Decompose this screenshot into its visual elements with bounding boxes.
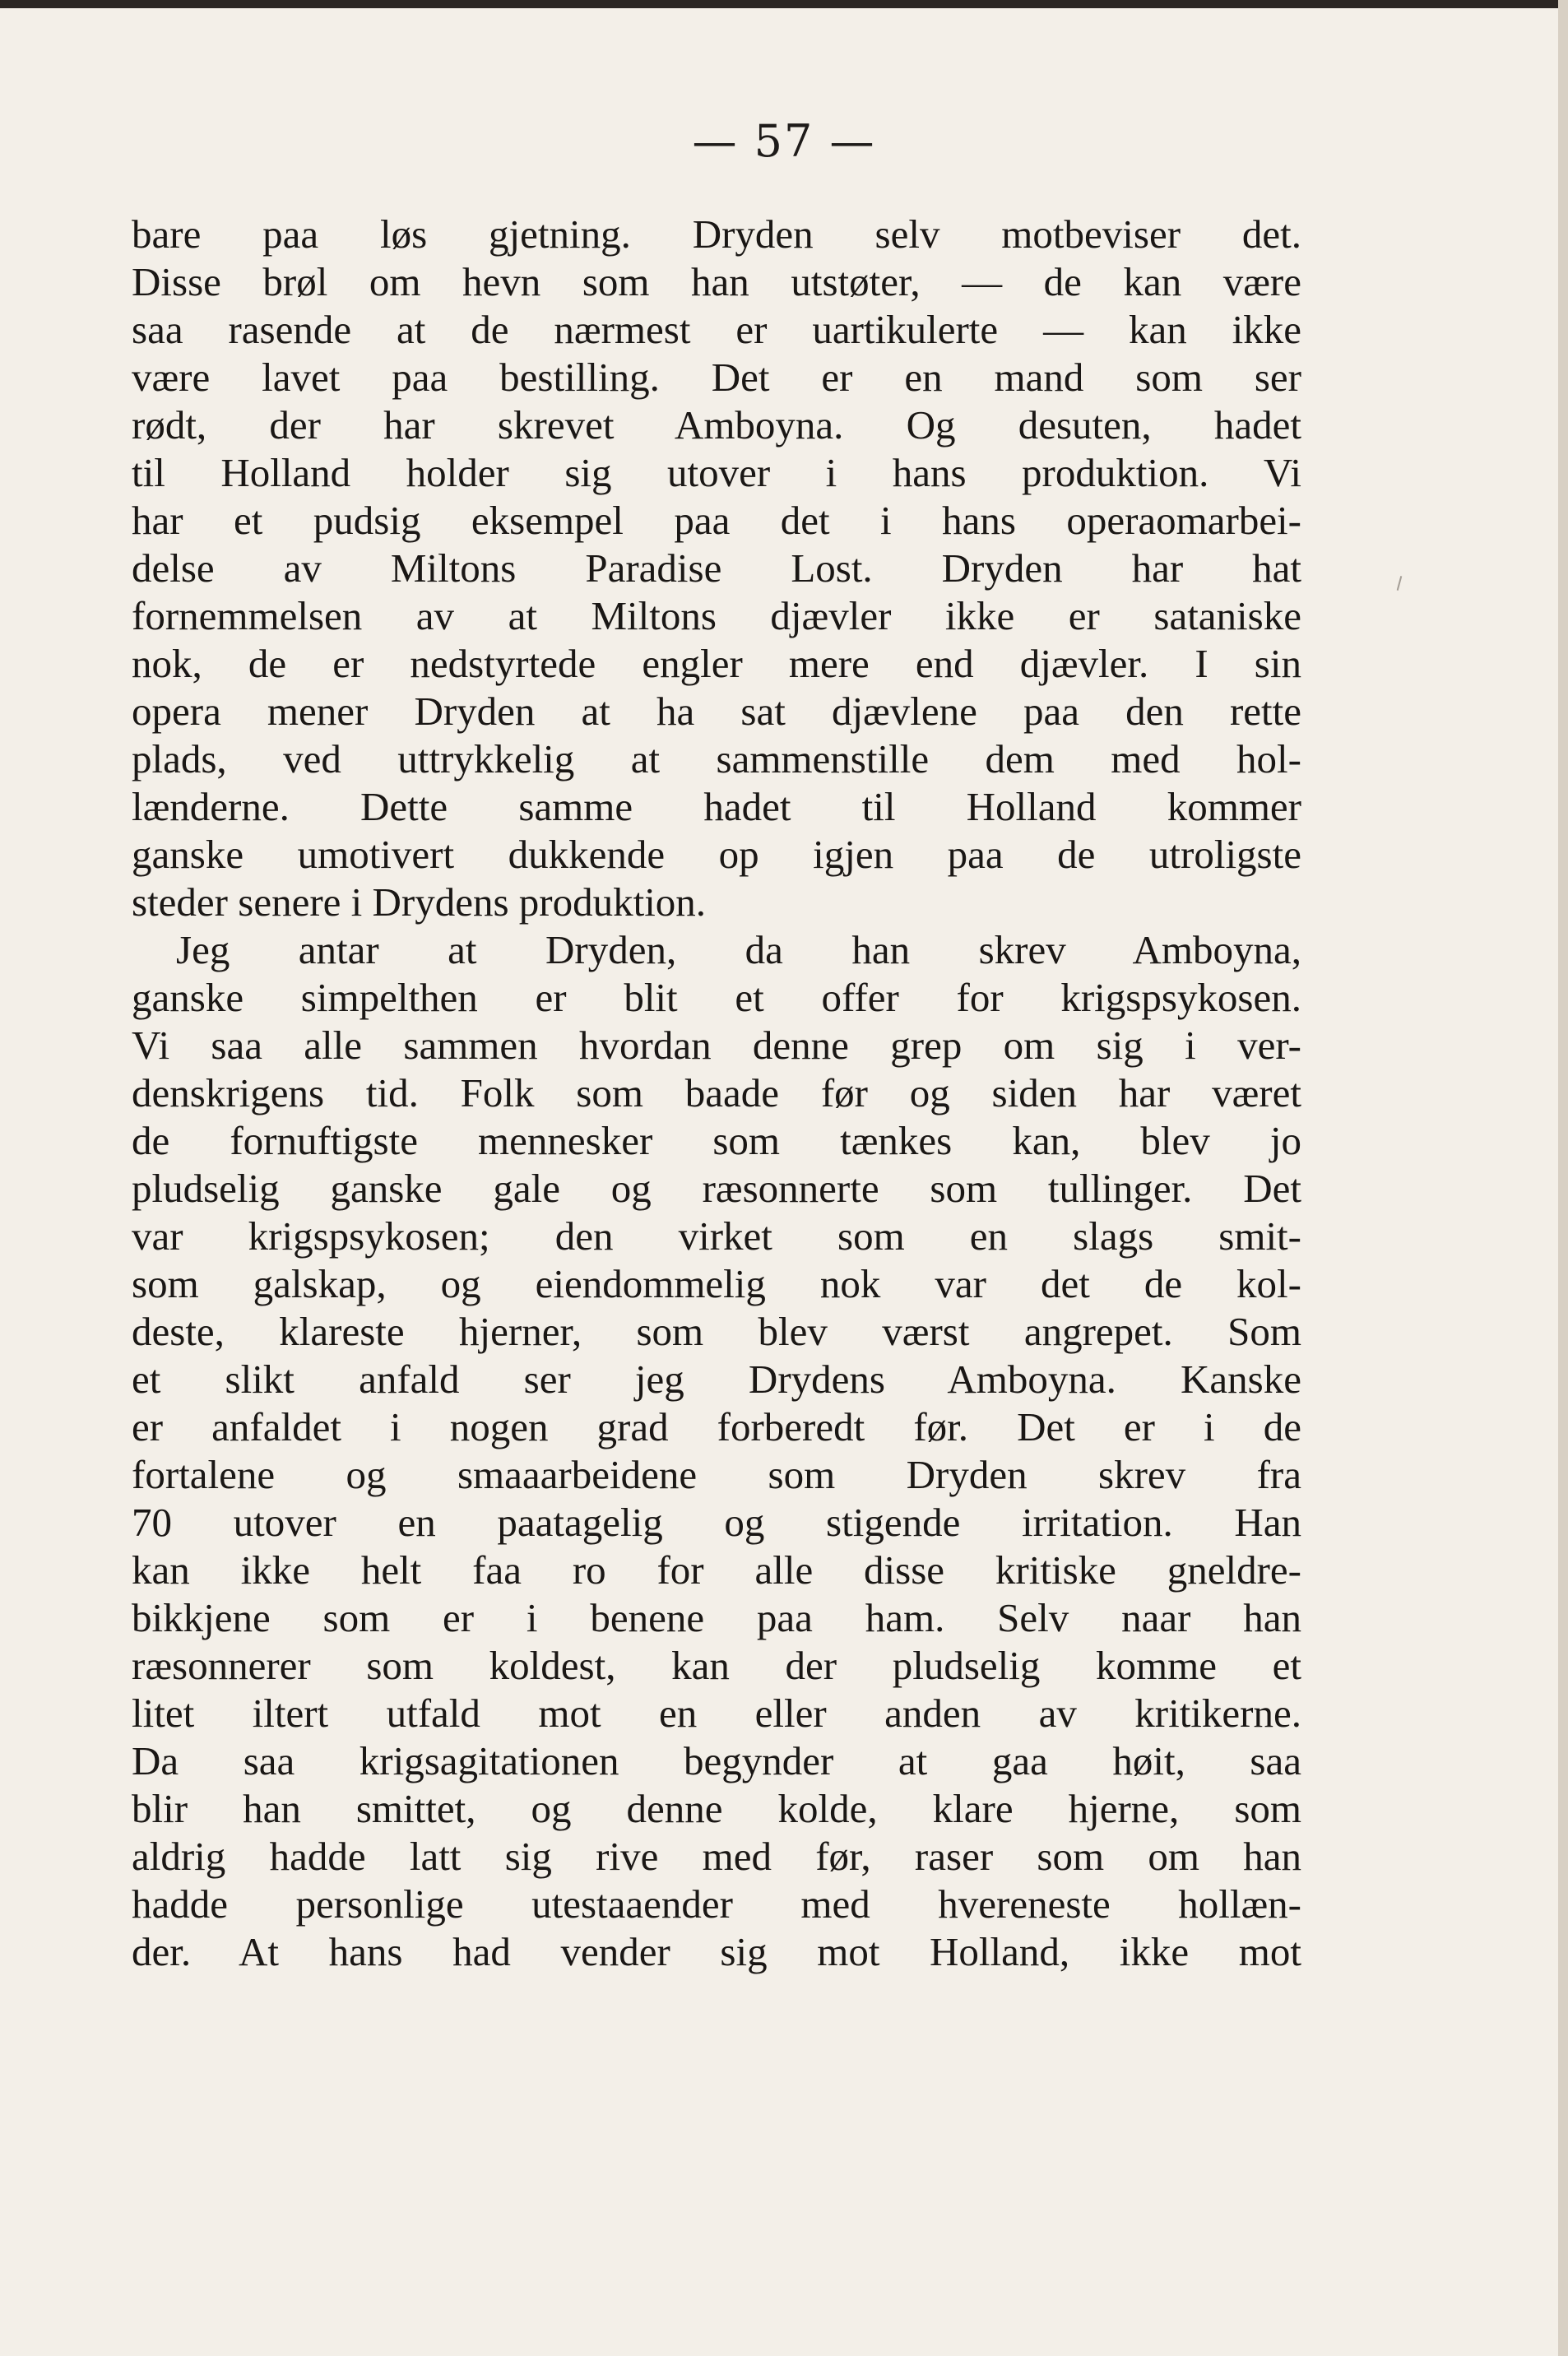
text-line-29: kan ikke helt faa ro for alle disse kritiske gneldre- (132, 1547, 1301, 1593)
text-line-9: fornemmelsen av at Miltons djævler ikke er sataniske (132, 593, 1301, 638)
text-line-24: deste, klareste hjerner, som blev værst angrepet. Som (132, 1309, 1301, 1354)
text-line-33: Da saa krigsagitationen begynder at gaa høit, saa (132, 1738, 1301, 1783)
text-line-7: har et pudsig eksempel paa det i hans operaomarbei- (132, 498, 1301, 543)
text-line-16: Jeg antar at Dryden, da han skrev Amboyna, (176, 927, 1301, 972)
text-line-6: til Holland holder sig utover i hans produktion. Vi (132, 450, 1301, 495)
scan-top-border (0, 0, 1568, 8)
text-line-31: ræsonnerer som koldest, kan der pludselig komme et (132, 1643, 1301, 1688)
text-line-1: bare paa løs gjetning. Dryden selv motbeviser det. (132, 211, 1301, 257)
text-line-13: lænderne. Dette samme hadet til Holland kommer (132, 784, 1301, 829)
text-line-12: plads, ved uttrykkelig at sammenstille dem med hol- (132, 736, 1301, 781)
text-line-8: delse av Miltons Paradise Lost. Dryden har hat (132, 545, 1301, 591)
text-line-25: et slikt anfald ser jeg Drydens Amboyna. Kanske (132, 1357, 1301, 1402)
text-line-2: Disse brøl om hevn som han utstøter, — de kan være (132, 259, 1301, 304)
text-line-23: som galskap, og eiendommelig nok var det de kol- (132, 1261, 1301, 1306)
text-line-32: litet iltert utfald mot en eller anden av kritikerne. (132, 1690, 1301, 1736)
text-line-11: opera mener Dryden at ha sat djævlene paa den rette (132, 689, 1301, 734)
text-line-14: ganske umotivert dukkende op igjen paa de utroligste (132, 832, 1301, 877)
text-line-20: de fornuftigste mennesker som tænkes kan, blev jo (132, 1118, 1301, 1163)
text-line-28: 70 utover en paatagelig og stigende irritation. Han (132, 1500, 1301, 1545)
text-line-4: være lavet paa bestilling. Det er en mand som ser (132, 355, 1301, 400)
text-line-17: ganske simpelthen er blit et offer for krigspsykosen. (132, 975, 1301, 1020)
text-line-10: nok, de er nedstyrtede engler mere end djævler. I sin (132, 641, 1301, 686)
body-text (132, 211, 1301, 1976)
text-line-22: var krigspsykosen; den virket som en slags smit- (132, 1213, 1301, 1259)
text-line-19: denskrigens tid. Folk som baade før og siden har været (132, 1070, 1301, 1115)
text-line-35: aldrig hadde latt sig rive med før, raser som om han (132, 1834, 1301, 1879)
text-line-15: steder senere i Drydens produktion. (132, 879, 707, 925)
text-line-26: er anfaldet i nogen grad forberedt før. Det er i de (132, 1404, 1301, 1449)
text-line-3: saa rasende at de nærmest er uartikulerte — kan ikke (132, 307, 1301, 352)
text-line-34: blir han smittet, og denne kolde, klare hjerne, som (132, 1786, 1301, 1831)
text-line-30: bikkjene som er i benene paa ham. Selv naar han (132, 1595, 1301, 1640)
text-line-37: der. At hans had vender sig mot Holland, ikke mot (132, 1929, 1301, 1974)
page-number: — 57 — (692, 115, 876, 167)
text-line-21: pludselig ganske gale og ræsonnerte som tullinger. Det (132, 1166, 1301, 1211)
text-line-18: Vi saa alle sammen hvordan denne grep om sig i ver- (132, 1023, 1301, 1068)
scan-right-edge (1558, 0, 1568, 2356)
scan-artifact-mark (1397, 576, 1403, 591)
text-line-36: hadde personlige utestaaender med hvereneste hollæn- (132, 1881, 1301, 1927)
text-line-27: fortalene og smaaarbeidene som Dryden skrev fra (132, 1452, 1301, 1497)
text-line-5: rødt, der har skrevet Amboyna. Og desuten, hadet (132, 402, 1301, 448)
